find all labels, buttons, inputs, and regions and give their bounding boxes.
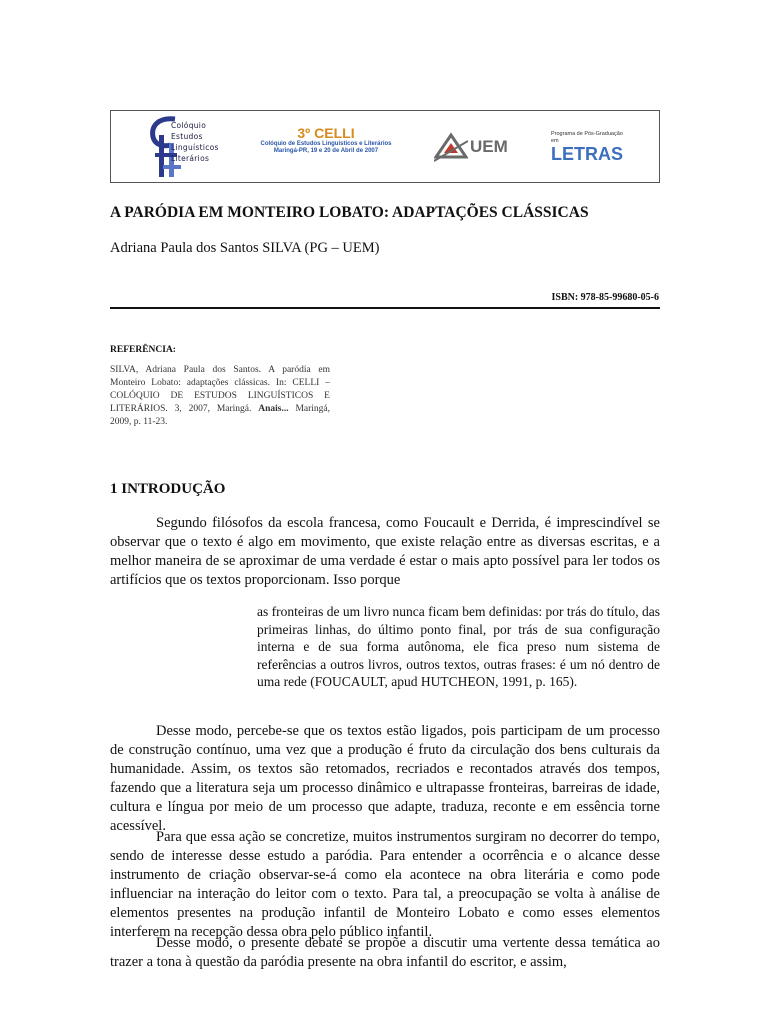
reference-label: REFERÊNCIA: [110, 345, 176, 355]
logo-wordmark: Colóquio Estudos Linguísticos Literários [171, 121, 219, 163]
conference-banner [110, 110, 660, 183]
celli-date-place: Maringá-PR, 19 e 20 de Abril de 2007 [273, 148, 379, 154]
article-title: A PARÓDIA EM MONTEIRO LOBATO: ADAPTAÇÕES CLÁSSICAS [110, 204, 589, 221]
isbn: ISBN: 978-85-99680-05-6 [551, 292, 659, 303]
section-title: 1 INTRODUÇÃO [110, 481, 226, 497]
uem-label: UEM [470, 137, 508, 156]
uem-emblem-icon [434, 131, 468, 165]
article-author: Adriana Paula dos Santos SILVA (PG – UEM) [110, 240, 380, 256]
celli-title: 3º CELLI [297, 125, 355, 141]
reference-text: SILVA, Adriana Paula dos Santos. A paródia em Monteiro Lobato: adaptações clássicas. In: CELLI – COLÓQUIO DE ESTUDOS LINGUÍSTICOS E LITERÁRIOS. 3, 2007, Maringá. Anais... Maringá, 2009, p. 11-23. [110, 365, 330, 427]
paragraph-2: Desse modo, percebe-se que os textos estão ligados, pois participam de um processo de construção contínuo, uma vez que a produção é fruto da circulação dos bens culturais da humanidade. Assim, os textos são retomados, recriados e recontados através dos tempos, fazendo que a literatura seja um processo dinâmico e ultrapasse fronteiras, barreiras de idade, cultura e língua por meio de um processo que adapte, traduza, reconte e em essência torne acessível. [110, 723, 660, 834]
celli-subtitle: Colóquio de Estudos Linguísticos e Literários [260, 141, 392, 147]
celli-logo [145, 113, 245, 181]
uem-logo [434, 131, 508, 165]
paragraph-1: Segundo filósofos da escola francesa, como Foucault e Derrida, é imprescindível se observar que o texto é algo em movimento, que existe relação entre as diversas escritas, e a melhor maneira de se aproximar de uma verdade é estar o mais apto possível para ler todos os artifícios que os textos proporcionam. Isso porque [110, 515, 660, 588]
letras-logo [551, 131, 631, 163]
program-label: Programa de Pós-Graduação em [551, 131, 623, 144]
block-quote: as fronteiras de um livro nunca ficam bem definidas: por trás do título, das primeiras linhas, do último ponto final, por trás de sua configuração interna e de sua forma autônoma, ele fica preso num sistema de referências a outros livros, outros textos, outras frases: é um nó dentro de uma rede (FOUCAULT, apud HUTCHEON, 1991, p. 165). [257, 604, 660, 689]
header-divider [110, 307, 660, 309]
paragraph-4: Desse modo, o presente debate se propõe a discutir uma vertente dessa temática ao trazer a tona à questão da paródia presente na obra infantil do escritor, e assim, [110, 935, 660, 970]
celli-event-info [251, 125, 401, 155]
paragraph-3: Para que essa ação se concretize, muitos instrumentos surgiram no decorrer do tempo, sendo de interesse desse estudo a paródia. Para entender a ocorrência e o alcance desse instrumento de criação observar-se-á como ela acontece na obra literária e como pode influenciar na interação do leitor com o texto. Para tal, a preocupação se volta à análise de elementos presentes na produção infantil de Monteiro Lobato e como esses elementos interferem na recepção dessa obra pelo público infantil. [110, 829, 660, 940]
letras-label: LETRAS [551, 144, 623, 164]
